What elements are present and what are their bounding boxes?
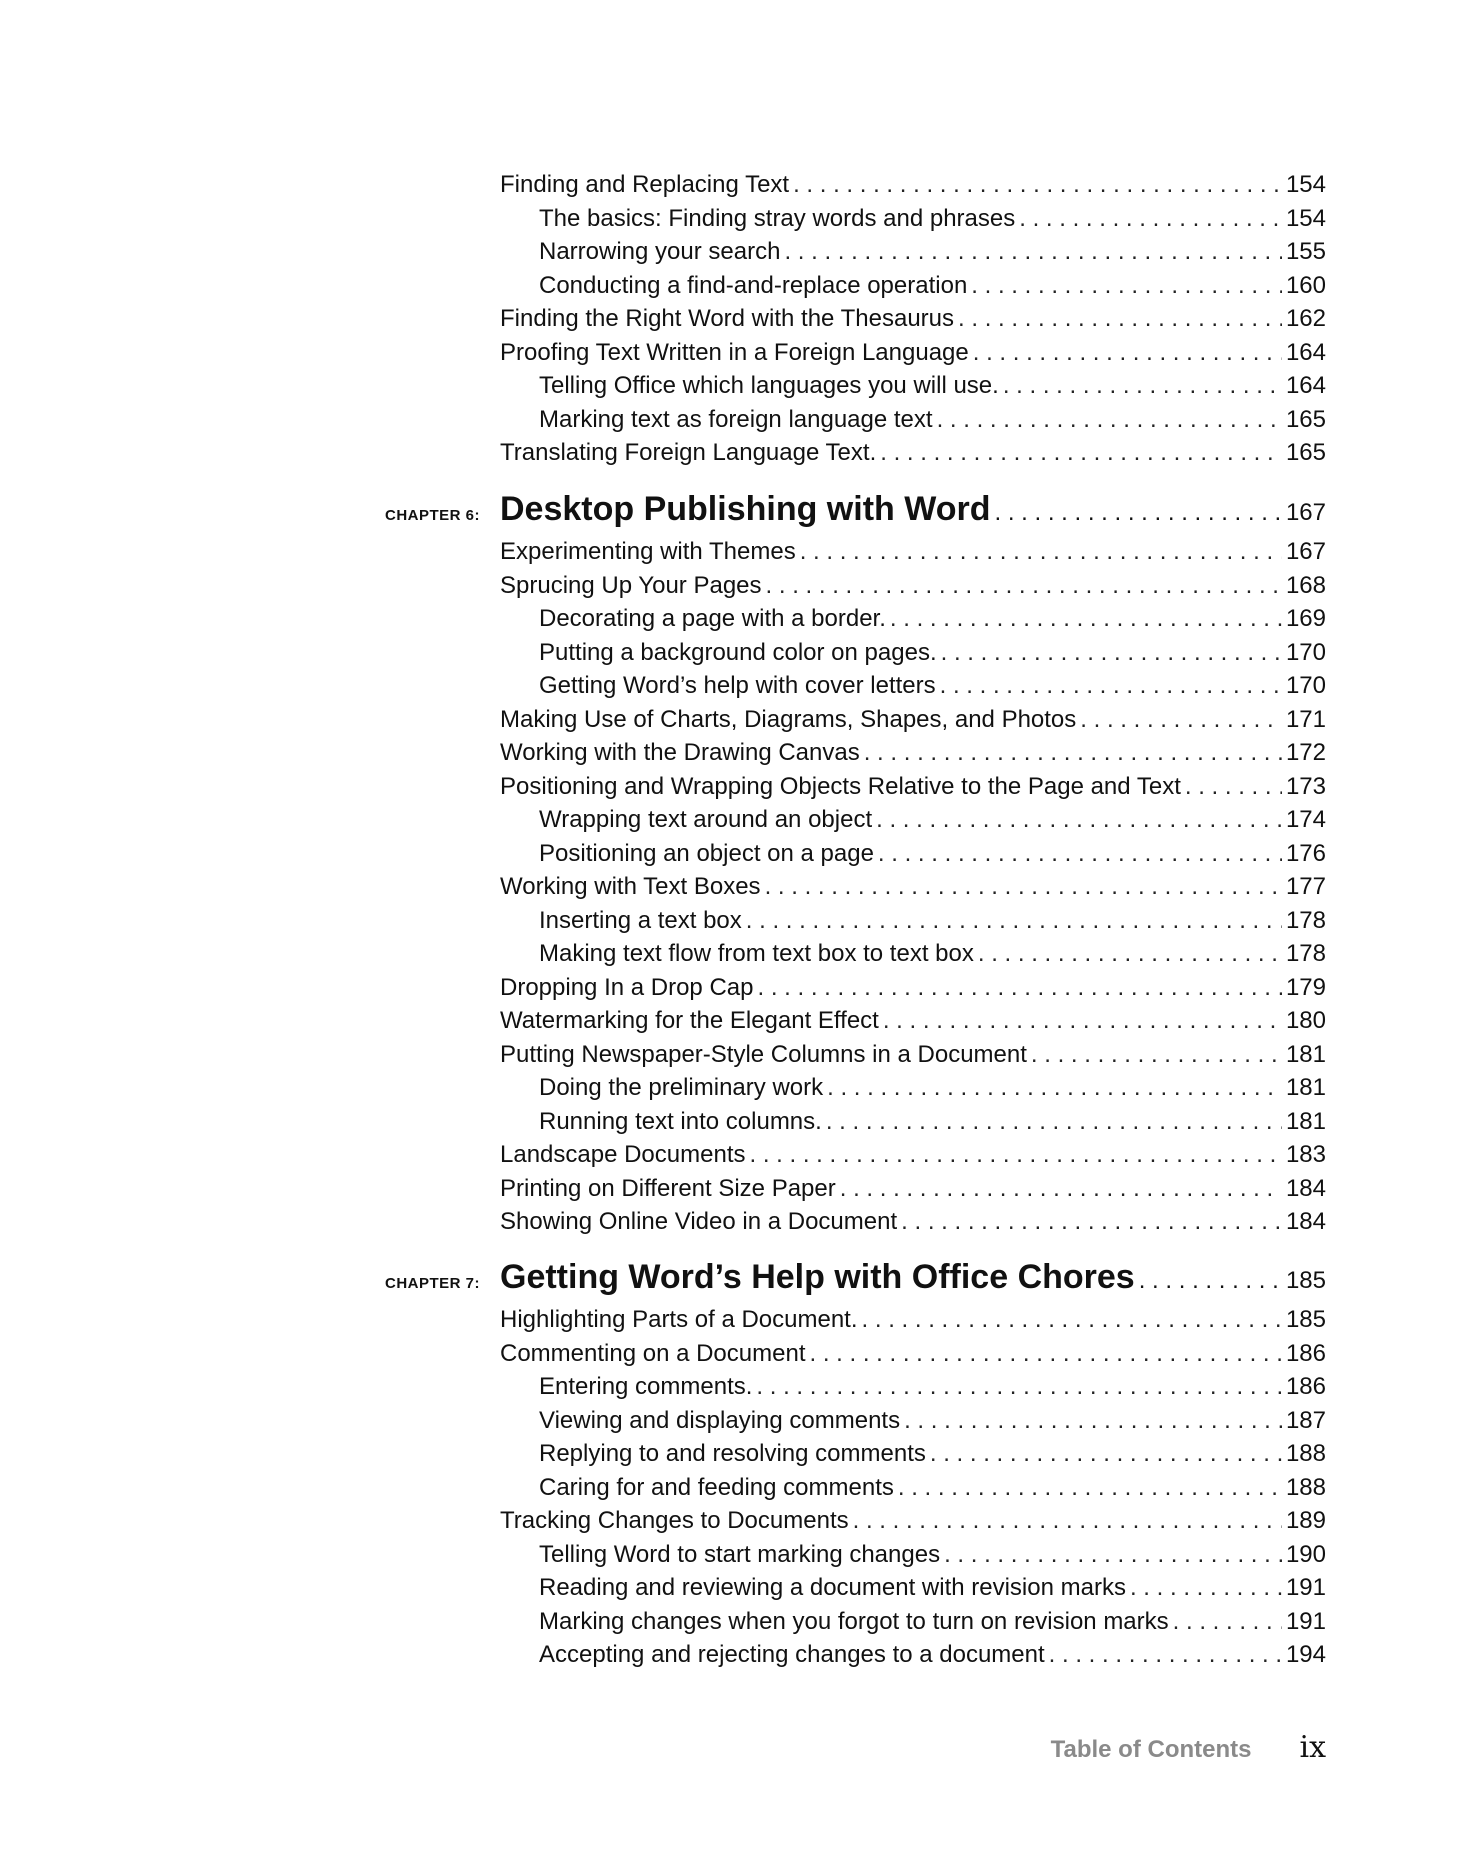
- dot-leader: [994, 499, 1281, 527]
- dot-leader: [973, 336, 1282, 370]
- dot-leader: [880, 436, 1282, 470]
- toc-entry-page-number: 179: [1285, 973, 1326, 1001]
- toc-entry-page-number: 162: [1285, 305, 1326, 332]
- toc-entry-page-number: 164: [1285, 338, 1326, 366]
- toc-entry-page-number: 181: [1285, 1040, 1326, 1068]
- toc-entry: [500, 1638, 1326, 1672]
- dot-leader: [1173, 1605, 1282, 1639]
- chapter-label: CHAPTER 7:: [385, 1275, 481, 1292]
- toc-entry: [500, 269, 1326, 303]
- dot-leader: [904, 1404, 1282, 1438]
- toc-entry-page-number: 169: [1285, 605, 1326, 632]
- toc-entry-title: Proofing Text Written in a Foreign Language: [500, 338, 969, 366]
- dot-leader: [876, 803, 1282, 837]
- toc-entry: [500, 837, 1326, 871]
- toc-entry-title: Experimenting with Themes: [500, 538, 796, 565]
- toc-entry: [500, 971, 1326, 1005]
- toc-entry-page-number: 165: [1285, 439, 1326, 466]
- dot-leader: [784, 235, 1282, 269]
- toc-entry: [500, 436, 1326, 470]
- toc-entry-title: Marking text as foreign language text: [539, 405, 933, 433]
- toc-entry-page-number: 189: [1285, 1507, 1326, 1534]
- toc-entry-title: Entering comments.: [539, 1373, 753, 1400]
- toc-entry-title: Working with the Drawing Canvas: [500, 739, 860, 766]
- dot-leader: [793, 168, 1282, 202]
- toc-entries-chapter-6: [500, 535, 1326, 1239]
- toc-entry-page-number: 188: [1285, 1440, 1326, 1467]
- toc-entry-page-number: 185: [1285, 1306, 1326, 1333]
- toc-entry-title: Telling Office which languages you will use.: [539, 372, 999, 399]
- toc-entry-page-number: 181: [1285, 1074, 1326, 1101]
- toc-entry-page-number: 178: [1285, 940, 1326, 967]
- toc-entry: [500, 1172, 1326, 1206]
- toc-entry-page-number: 183: [1285, 1141, 1326, 1168]
- chapter-label: CHAPTER 6:: [385, 507, 481, 524]
- toc-entry-page-number: 186: [1285, 1339, 1326, 1367]
- toc-entry-page-number: 160: [1285, 271, 1326, 299]
- toc-entry-title: Narrowing your search: [539, 238, 781, 265]
- toc-entry-title: Inserting a text box: [539, 906, 742, 934]
- dot-leader: [864, 736, 1282, 770]
- toc-entry: [500, 1404, 1326, 1438]
- toc-entries-chapter-7: [500, 1303, 1326, 1672]
- toc-entry: [500, 1038, 1326, 1072]
- dot-leader: [1130, 1571, 1282, 1605]
- dot-leader: [1139, 1267, 1282, 1295]
- page-footer: [1000, 1730, 1326, 1765]
- toc-entry: [500, 1437, 1326, 1471]
- dot-leader: [1080, 703, 1282, 737]
- chapter-title: Desktop Publishing with Word: [500, 490, 991, 528]
- toc-entry-page-number: 174: [1285, 806, 1326, 833]
- toc-entry: [500, 1538, 1326, 1572]
- dot-leader: [853, 1504, 1282, 1538]
- toc-entry-page-number: 186: [1285, 1373, 1326, 1400]
- toc-entry-title: Printing on Different Size Paper: [500, 1174, 836, 1202]
- toc-entry-page-number: 180: [1285, 1007, 1326, 1034]
- toc-entry: [500, 1303, 1326, 1337]
- toc-entry-title: Landscape Documents: [500, 1141, 746, 1168]
- dot-leader: [756, 1370, 1282, 1404]
- dot-leader: [1003, 369, 1282, 403]
- toc-entry-title: Showing Online Video in a Document: [500, 1208, 898, 1235]
- toc-entry: [500, 1071, 1326, 1105]
- dot-leader: [826, 1105, 1282, 1139]
- toc-entry: [500, 336, 1326, 370]
- dot-leader: [765, 870, 1282, 904]
- toc-entry: [500, 235, 1326, 269]
- chapter-title: Getting Word’s Help with Office Chores: [500, 1258, 1135, 1296]
- dot-leader: [1185, 770, 1282, 804]
- dot-leader: [941, 636, 1282, 670]
- toc-entry-page-number: 173: [1285, 772, 1326, 800]
- toc-entry: [500, 870, 1326, 904]
- toc-entry-page-number: 171: [1285, 705, 1326, 733]
- toc-entry: [500, 1138, 1326, 1172]
- dot-leader: [890, 602, 1282, 636]
- toc-entry: [500, 770, 1326, 804]
- toc-entry: [500, 937, 1326, 971]
- dot-leader: [930, 1437, 1282, 1471]
- toc-entry: [500, 569, 1326, 603]
- toc-entry-title: Caring for and feeding comments: [539, 1473, 894, 1501]
- toc-entry-title: Finding the Right Word with the Thesaurus: [500, 305, 955, 332]
- toc-entry: [500, 736, 1326, 770]
- toc-entry-title: Finding and Replacing Text: [500, 171, 790, 198]
- toc-entry: [500, 1471, 1326, 1505]
- toc-entry: [500, 636, 1326, 670]
- toc-entry-page-number: 178: [1285, 906, 1326, 934]
- toc-entry-page-number: 168: [1285, 571, 1326, 599]
- dot-leader: [809, 1337, 1281, 1371]
- dot-leader: [1019, 202, 1282, 236]
- dot-leader: [883, 1004, 1282, 1038]
- toc-entry-title: Doing the preliminary work: [539, 1074, 824, 1101]
- toc-entry-page-number: 172: [1285, 739, 1326, 766]
- toc-entry-page-number: 176: [1285, 839, 1326, 867]
- chapter-7-heading: [385, 1258, 1326, 1297]
- dot-leader: [971, 269, 1282, 303]
- toc-entry-page-number: 154: [1285, 171, 1326, 198]
- toc-entry: [500, 1370, 1326, 1404]
- toc-entry-title: Putting a background color on pages.: [539, 638, 937, 666]
- toc-entry-page-number: 164: [1285, 372, 1326, 399]
- running-head: Table of Contents: [1050, 1736, 1252, 1763]
- toc-entry-title: Marking changes when you forgot to turn on revision marks: [539, 1607, 1169, 1635]
- dot-leader: [757, 971, 1281, 1005]
- toc-entry-title: Decorating a page with a border.: [539, 605, 886, 632]
- toc-entry-title: Dropping In a Drop Cap: [500, 973, 754, 1001]
- toc-entries-top: [500, 168, 1326, 470]
- toc-entry-page-number: 170: [1285, 672, 1326, 699]
- toc-entry-page-number: 190: [1285, 1540, 1326, 1568]
- dot-leader: [746, 904, 1282, 938]
- toc-entry-page-number: 187: [1285, 1406, 1326, 1434]
- folio-page-number: ix: [1299, 1730, 1326, 1765]
- toc-entry: [500, 403, 1326, 437]
- toc-entry-title: Getting Word’s help with cover letters: [539, 672, 936, 699]
- toc-entry-page-number: 184: [1285, 1208, 1326, 1235]
- toc-entry-title: The basics: Finding stray words and phrases: [539, 204, 1016, 232]
- dot-leader: [878, 837, 1282, 871]
- dot-leader: [937, 403, 1282, 437]
- chapter-page-number: 185: [1285, 1267, 1326, 1294]
- dot-leader: [862, 1303, 1282, 1337]
- toc-entry: [500, 602, 1326, 636]
- toc-entry-page-number: 154: [1285, 204, 1326, 232]
- toc-entry-page-number: 191: [1285, 1574, 1326, 1601]
- toc-entry-page-number: 177: [1285, 873, 1326, 900]
- dot-leader: [827, 1071, 1282, 1105]
- toc-entry-title: Telling Word to start marking changes: [539, 1540, 941, 1568]
- toc-entry-title: Accepting and rejecting changes to a document: [539, 1641, 1045, 1668]
- toc-entry-title: Working with Text Boxes: [500, 873, 761, 900]
- toc-entry-title: Tracking Changes to Documents: [500, 1507, 849, 1534]
- toc-entry-title: Wrapping text around an object: [539, 806, 873, 833]
- toc-entry: [500, 669, 1326, 703]
- dot-leader: [1031, 1038, 1282, 1072]
- toc-entry: [500, 1004, 1326, 1038]
- toc-entry: [500, 1337, 1326, 1371]
- toc-entry: [500, 803, 1326, 837]
- toc-entry-page-number: 165: [1285, 405, 1326, 433]
- dot-leader: [766, 569, 1282, 603]
- dot-leader: [940, 669, 1282, 703]
- chapter-page-number: 167: [1285, 499, 1326, 526]
- dot-leader: [944, 1538, 1282, 1572]
- dot-leader: [901, 1205, 1282, 1239]
- toc-entry-title: Sprucing Up Your Pages: [500, 571, 762, 599]
- toc-entry: [500, 703, 1326, 737]
- toc-entry-title: Viewing and displaying comments: [539, 1406, 901, 1434]
- toc-entry-page-number: 194: [1285, 1641, 1326, 1668]
- toc-entry: [500, 904, 1326, 938]
- toc-entry: [500, 202, 1326, 236]
- toc-entry-title: Translating Foreign Language Text.: [500, 439, 877, 466]
- toc-entry-page-number: 167: [1285, 538, 1326, 565]
- toc-entry-title: Running text into columns.: [539, 1107, 822, 1135]
- toc-entry-title: Making Use of Charts, Diagrams, Shapes, and Photos: [500, 705, 1077, 733]
- dot-leader: [840, 1172, 1282, 1206]
- toc-entry: [500, 302, 1326, 336]
- toc-entry-title: Positioning and Wrapping Objects Relative to the Page and Text: [500, 772, 1181, 800]
- dot-leader: [749, 1138, 1281, 1172]
- toc-entry: [500, 1605, 1326, 1639]
- toc-entry: [500, 1504, 1326, 1538]
- toc-entry: [500, 1105, 1326, 1139]
- toc-entry-title: Highlighting Parts of a Document.: [500, 1306, 858, 1333]
- dot-leader: [1049, 1638, 1282, 1672]
- toc-entry-title: Reading and reviewing a document with revision marks: [539, 1574, 1126, 1601]
- toc-entry: [500, 1205, 1326, 1239]
- toc-entry: [500, 168, 1326, 202]
- toc-entry-title: Making text flow from text box to text box: [539, 940, 974, 967]
- toc-entry: [500, 535, 1326, 569]
- dot-leader: [978, 937, 1282, 971]
- toc-entry-title: Replying to and resolving comments: [539, 1440, 926, 1467]
- dot-leader: [898, 1471, 1282, 1505]
- toc-entry-page-number: 188: [1285, 1473, 1326, 1501]
- chapter-6-heading: [385, 490, 1326, 529]
- dot-leader: [800, 535, 1282, 569]
- toc-entry-page-number: 170: [1285, 638, 1326, 666]
- dot-leader: [958, 302, 1282, 336]
- toc-entry-title: Commenting on a Document: [500, 1339, 806, 1367]
- toc-entry-title: Positioning an object on a page: [539, 839, 874, 867]
- toc-entry-page-number: 181: [1285, 1107, 1326, 1135]
- toc-entry-page-number: 191: [1285, 1607, 1326, 1635]
- toc-entry-title: Putting Newspaper-Style Columns in a Document: [500, 1040, 1027, 1068]
- toc-entry-page-number: 184: [1285, 1174, 1326, 1202]
- toc-entry-page-number: 155: [1285, 238, 1326, 265]
- toc-entry-title: Conducting a find-and-replace operation: [539, 271, 968, 299]
- toc-entry-title: Watermarking for the Elegant Effect: [500, 1007, 879, 1034]
- toc-entry: [500, 1571, 1326, 1605]
- toc-entry: [500, 369, 1326, 403]
